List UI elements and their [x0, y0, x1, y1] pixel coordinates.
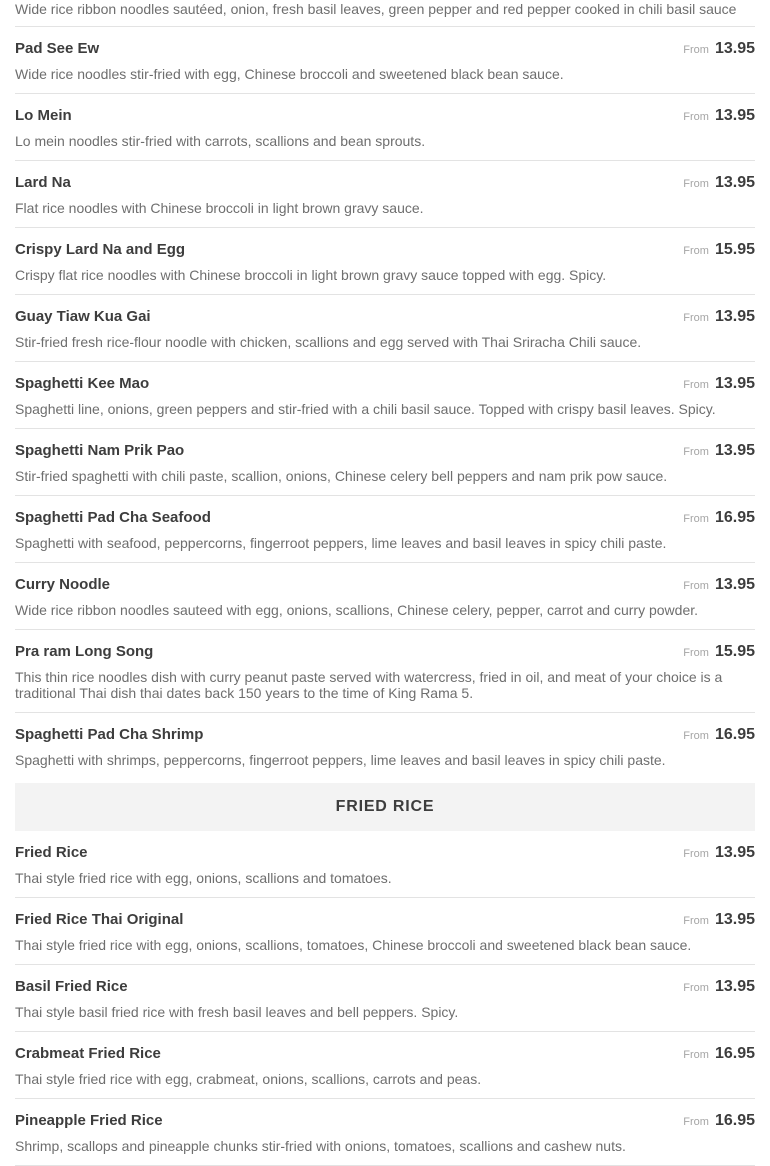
menu-item-name: Lard Na [15, 174, 71, 191]
menu-item-header [15, 911, 755, 929]
menu-item-description: Stir-fried spaghetti with chili paste, scallion, onions, Chinese celery bell peppers and nam prik pow sauce. [15, 468, 668, 484]
price-from-label: From [683, 245, 712, 257]
price-from-label: From [683, 848, 712, 860]
menu-item-name: Guay Tiaw Kua Gai [15, 308, 151, 325]
menu-item-header [15, 576, 755, 594]
menu-item[interactable] [15, 831, 755, 898]
section-header-label: FRIED RICE [335, 798, 435, 815]
menu-item-price [683, 442, 755, 460]
menu-item[interactable] [15, 496, 755, 563]
menu-item-price [683, 308, 755, 326]
menu-item-name: Basil Fried Rice [15, 978, 128, 995]
menu-item-header [15, 375, 755, 393]
menu-item-price [683, 107, 755, 125]
menu-item[interactable] [15, 228, 755, 295]
menu-item-header [15, 844, 755, 862]
menu-item-price [683, 978, 755, 996]
menu-item[interactable] [15, 1032, 755, 1099]
menu-list [15, 27, 755, 1166]
menu-item-price [683, 375, 755, 393]
menu-item-name: Lo Mein [15, 107, 72, 124]
price-from-label: From [683, 446, 712, 458]
menu-item-name: Spaghetti Pad Cha Seafood [15, 509, 211, 526]
menu-items-group [15, 831, 755, 1166]
menu-item[interactable] [15, 161, 755, 228]
menu-item-header [15, 107, 755, 125]
price-from-label: From [683, 580, 712, 592]
menu-item-description: Thai style fried rice with egg, crabmeat, onions, scallions, carrots and peas. [15, 1071, 482, 1087]
menu-item-header [15, 1112, 755, 1130]
menu-item-price [683, 576, 755, 594]
menu-item-header [15, 308, 755, 326]
menu-item-header [15, 241, 755, 259]
menu-item-description: Spaghetti with seafood, peppercorns, fingerroot peppers, lime leaves and basil leaves in spicy chili paste. [15, 535, 667, 551]
price-from-label: From [683, 178, 712, 190]
price-value: 16.95 [714, 1112, 755, 1129]
price-value: 16.95 [714, 509, 755, 526]
price-value: 13.95 [714, 978, 755, 995]
menu-item-price [683, 174, 755, 192]
menu-item-price [683, 1112, 755, 1130]
menu-item-description: Shrimp, scallops and pineapple chunks stir-fried with onions, tomatoes, scallions and cashew nuts. [15, 1138, 626, 1154]
menu-item-description: Thai style fried rice with egg, onions, scallions, tomatoes, Chinese broccoli and sweetened black bean sauce. [15, 937, 692, 953]
price-value: 13.95 [714, 107, 755, 124]
menu-item-header [15, 40, 755, 58]
menu-item-description: Stir-fried fresh rice-flour noodle with chicken, scallions and egg served with Thai Sriracha Chili sauce. [15, 334, 642, 350]
menu-item-header [15, 726, 755, 744]
menu-item-name: Curry Noodle [15, 576, 111, 593]
price-from-label: From [683, 1116, 712, 1128]
price-value: 13.95 [714, 174, 755, 191]
menu-item-price [683, 509, 755, 527]
menu-item-description: Wide rice ribbon noodles sauteed with egg, onions, scallions, Chinese celery, pepper, carrot and curry powder. [15, 602, 699, 618]
price-value: 15.95 [714, 241, 755, 258]
menu-items-group [15, 27, 755, 779]
price-value: 13.95 [714, 375, 755, 392]
menu-item-description: Spaghetti line, onions, green peppers and stir-fried with a chili basil sauce. Topped with crispy basil leaves. Spicy. [15, 401, 716, 417]
section-header [15, 783, 755, 831]
menu-item-name: Crabmeat Fried Rice [15, 1045, 161, 1062]
menu-item[interactable] [15, 898, 755, 965]
menu-item-name: Spaghetti Pad Cha Shrimp [15, 726, 204, 743]
menu-item-header [15, 1045, 755, 1063]
menu-item-name: Crispy Lard Na and Egg [15, 241, 186, 258]
menu-item-name: Spaghetti Kee Mao [15, 375, 150, 392]
price-value: 13.95 [714, 442, 755, 459]
menu-item[interactable] [15, 965, 755, 1032]
menu-item-price [683, 241, 755, 259]
menu-item-name: Pad See Ew [15, 40, 100, 57]
menu-item-name: Fried Rice [15, 844, 88, 861]
price-from-label: From [683, 982, 712, 994]
menu-item-header [15, 442, 755, 460]
menu-item-description: Wide rice ribbon noodles sautéed, onion, fresh basil leaves, green pepper and red pepper cooked in chili basil sauce [15, 1, 737, 17]
menu-item-header [15, 643, 755, 661]
price-value: 13.95 [714, 911, 755, 928]
price-value: 15.95 [714, 643, 755, 660]
price-from-label: From [683, 44, 712, 56]
menu-item[interactable] [15, 630, 755, 713]
menu-item[interactable] [15, 429, 755, 496]
price-from-label: From [683, 312, 712, 324]
menu-item-description: Flat rice noodles with Chinese broccoli in light brown gravy sauce. [15, 200, 424, 216]
menu-item-name: Pra ram Long Song [15, 643, 154, 660]
menu-item[interactable] [15, 295, 755, 362]
menu-item-header [15, 978, 755, 996]
menu-item[interactable] [15, 1099, 755, 1166]
menu-item[interactable] [15, 27, 755, 94]
menu-item-header [15, 174, 755, 192]
menu-item-price [683, 40, 755, 58]
price-from-label: From [683, 513, 712, 525]
menu-item-description: Wide rice noodles stir-fried with egg, Chinese broccoli and sweetened black bean sauce. [15, 66, 564, 82]
price-from-label: From [683, 1049, 712, 1061]
menu-item-name: Fried Rice Thai Original [15, 911, 184, 928]
menu-item-header [15, 509, 755, 527]
menu-item-description: Lo mein noodles stir-fried with carrots, scallions and bean sprouts. [15, 133, 426, 149]
price-value: 13.95 [714, 844, 755, 861]
menu-item[interactable] [15, 362, 755, 429]
price-value: 13.95 [714, 576, 755, 593]
menu-item-price [683, 726, 755, 744]
menu-item-price [683, 643, 755, 661]
menu-item-name: Spaghetti Nam Prik Pao [15, 442, 185, 459]
menu-item-name: Pineapple Fried Rice [15, 1112, 163, 1129]
price-from-label: From [683, 379, 712, 391]
menu-item-price [683, 911, 755, 929]
price-value: 16.95 [714, 1045, 755, 1062]
menu-item[interactable] [15, 94, 755, 161]
price-from-label: From [683, 915, 712, 927]
menu-item-description: Crispy flat rice noodles with Chinese broccoli in light brown gravy sauce topped with egg. Spicy. [15, 267, 607, 283]
price-from-label: From [683, 111, 712, 123]
menu-item[interactable] [15, 713, 755, 779]
price-value: 13.95 [714, 308, 755, 325]
menu-item-description: Thai style fried rice with egg, onions, scallions and tomatoes. [15, 870, 392, 886]
menu-item-description: This thin rice noodles dish with curry peanut paste served with watercress, fried in oil, and meat of your choice is a traditional Thai dish thai dates back 150 years to the time of King Rama 5. [15, 669, 723, 701]
price-from-label: From [683, 647, 712, 659]
menu-item[interactable] [15, 563, 755, 630]
price-value: 13.95 [714, 40, 755, 57]
price-value: 16.95 [714, 726, 755, 743]
price-from-label: From [683, 730, 712, 742]
menu-item-price [683, 844, 755, 862]
menu-item-price [683, 1045, 755, 1063]
menu-item-description: Spaghetti with shrimps, peppercorns, fingerroot peppers, lime leaves and basil leaves in spicy chili paste. [15, 752, 666, 768]
menu-item-description: Thai style basil fried rice with fresh basil leaves and bell peppers. Spicy. [15, 1004, 459, 1020]
menu-item-partial[interactable] [15, 0, 755, 27]
